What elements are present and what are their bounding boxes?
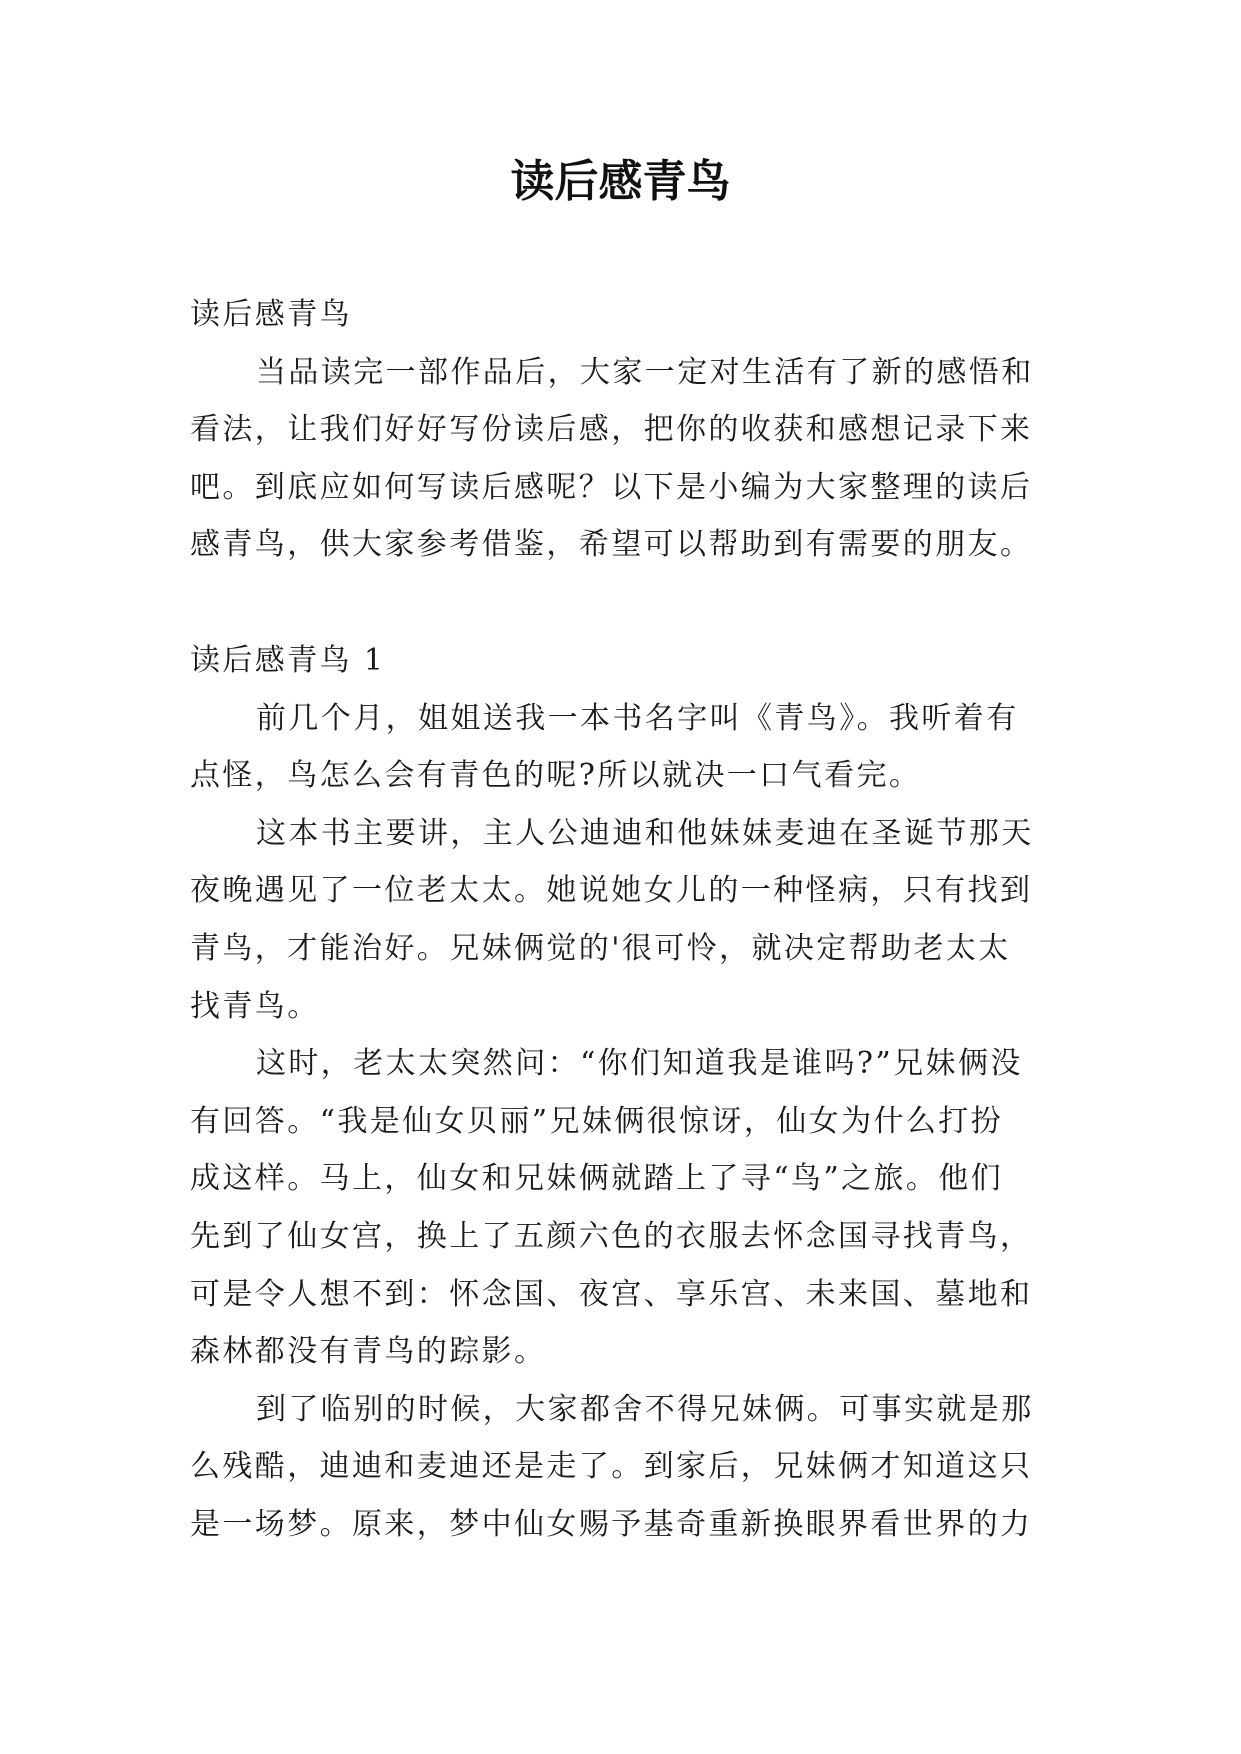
paragraph-line: 当品读完一部作品后，大家一定对生活有了新的感悟和 — [256, 354, 1034, 390]
body-paragraph — [190, 690, 1070, 805]
section-heading: 读后感青鸟 1 — [190, 642, 386, 678]
paragraph-line: 感青鸟，供大家参考借鉴，希望可以帮助到有需要的朋友。 — [190, 527, 1033, 563]
body-paragraph — [190, 1035, 1070, 1381]
paragraph-line: 这本书主要讲，主人公迪迪和他妹妹麦迪在圣诞节那天 — [256, 815, 1034, 851]
paragraph-line: 么残酷，迪迪和麦迪还是走了。到家后，兄妹俩才知道这只 — [190, 1449, 1033, 1485]
paragraph-line: 森林都没有青鸟的踪影。 — [190, 1334, 547, 1370]
paragraph-line: 是一场梦。原来，梦中仙女赐予基奇重新换眼界看世界的力 — [190, 1506, 1033, 1542]
paragraph-line: 先到了仙女宫，换上了五颜六色的衣服去怀念国寻找青鸟， — [190, 1218, 1033, 1254]
paragraph-line: 这时，老太太突然问：“你们知道我是谁吗?”兄妹俩没 — [256, 1046, 1023, 1082]
section-heading: 读后感青鸟 — [190, 297, 352, 332]
paragraph-line: 点怪，鸟怎么会有青色的呢?所以就决一口气看完。 — [190, 758, 922, 794]
paragraph-line: 前几个月，姐姐送我一本书名字叫《青鸟》。我听着有 — [256, 700, 1019, 736]
intro-paragraph — [190, 344, 1070, 574]
paragraph-line: 青鸟，才能治好。兄妹俩觉的'很可怜，就决定帮助老太太 — [190, 930, 1011, 966]
paragraph-line: 夜晚遇见了一位老太太。她说她女儿的一种怪病，只有找到 — [190, 873, 1033, 909]
document-body — [190, 286, 1070, 1553]
paragraph-line: 吧。到底应如何写读后感呢？以下是小编为大家整理的读后 — [190, 469, 1033, 505]
body-paragraph — [190, 1381, 1070, 1554]
paragraph-line: 有回答。“我是仙女贝丽”兄妹俩很惊讶，仙女为什么打扮 — [190, 1103, 1004, 1139]
paragraph-line: 找青鸟。 — [190, 988, 320, 1024]
paragraph-line: 可是令人想不到：怀念国、夜宫、享乐宫、未来国、墓地和 — [190, 1276, 1033, 1312]
document-title: 读后感青鸟 — [510, 156, 731, 207]
paragraph-line: 到了临别的时候，大家都舍不得兄妹俩。可事实就是那 — [256, 1391, 1034, 1427]
paragraph-gap — [190, 574, 1070, 632]
paragraph-line: 看法，让我们好好写份读后感，把你的收获和感想记录下来 — [190, 412, 1033, 448]
body-paragraph — [190, 805, 1070, 1035]
paragraph-line: 成这样。马上，仙女和兄妹俩就踏上了寻“鸟”之旅。他们 — [190, 1161, 1004, 1197]
